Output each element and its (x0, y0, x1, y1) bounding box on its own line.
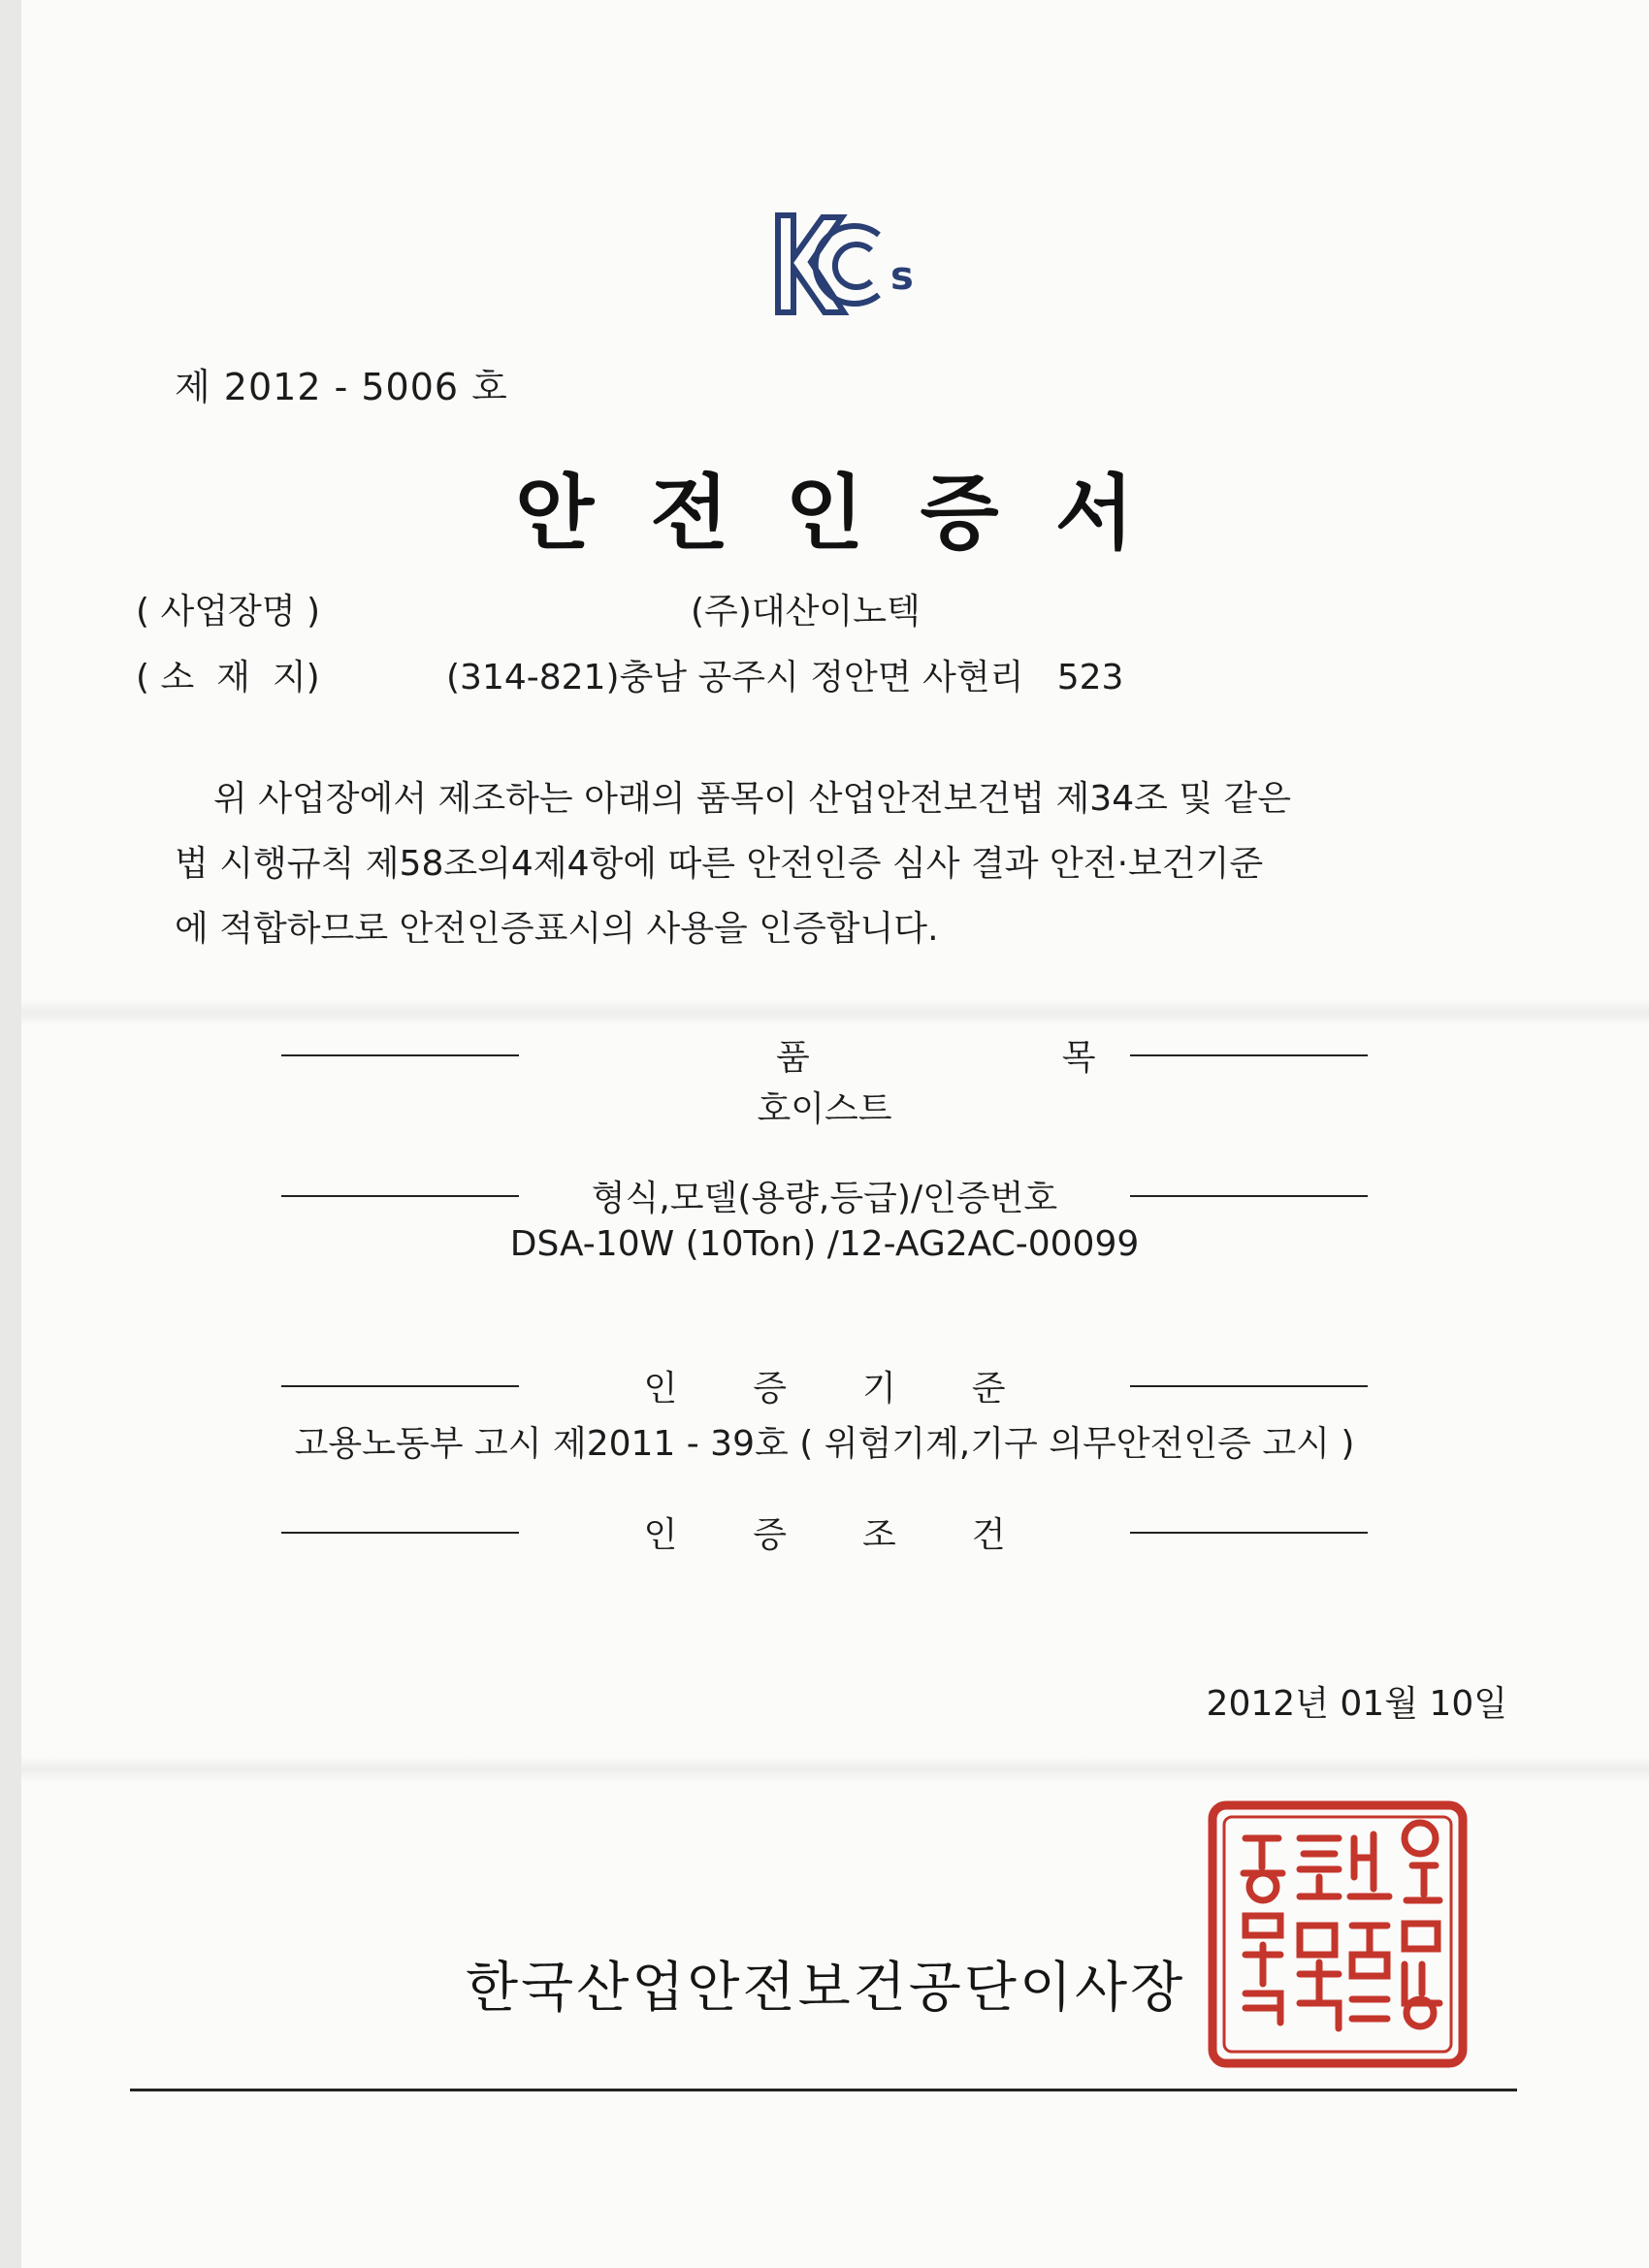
model-header: 형식,모델(용량,등급)/인증번호 (591, 1179, 1058, 1218)
document-title: 안전인증서 (515, 466, 1190, 561)
issue-date: 2012년 01월 10일 (1206, 1684, 1507, 1724)
bottom-rule (130, 2089, 1517, 2091)
paper-fold (21, 1756, 1649, 1783)
official-seal-icon (1207, 1799, 1469, 2069)
divider (1130, 1532, 1368, 1534)
statement-line: 에 적합하므로 안전인증표시의 사용을 인증합니다. (175, 909, 939, 949)
divider (281, 1385, 519, 1387)
kcs-logo-icon (766, 206, 922, 332)
statement-line: 법 시행규칙 제58조의4제4항에 따른 안전인증 심사 결과 안전·보건기준 (175, 844, 1264, 884)
divider (1130, 1195, 1368, 1197)
business-name-label: ( 사업장명 ) (136, 592, 321, 632)
model-section-header (281, 1171, 1368, 1219)
standard-header: 인증기준 (643, 1369, 1082, 1409)
condition-section-header (281, 1507, 1368, 1556)
business-name: (주)대산이노텍 (691, 592, 921, 632)
statement-line: 위 사업장에서 제조하는 아래의 품목이 산업안전보건법 제34조 및 같은 (213, 779, 1292, 819)
standard-value: 고용노동부 고시 제2011 - 39호 ( 위험기계,기구 의무안전인증 고시 ) (294, 1424, 1355, 1464)
svg-text:s: s (890, 254, 914, 299)
condition-header: 인증조건 (643, 1515, 1082, 1555)
item-header: 품목 (776, 1038, 1348, 1078)
issuer-name: 한국산업안전보건공단이사장 (466, 1957, 1186, 2020)
item-value: 호이스트 (757, 1089, 892, 1129)
divider (1130, 1385, 1368, 1387)
standard-section-header (281, 1361, 1368, 1409)
scan-edge (0, 0, 21, 2268)
divider (281, 1532, 519, 1534)
model-value: DSA-10W (10Ton) /12-AG2AC-00099 (509, 1224, 1140, 1264)
address: (314-821)충남 공주시 정안면 사현리 523 (446, 658, 1124, 697)
paper-fold (21, 999, 1649, 1026)
divider (281, 1054, 519, 1056)
divider (281, 1195, 519, 1197)
divider (1130, 1054, 1368, 1056)
address-label: ( 소 재 지) (136, 658, 320, 697)
item-section-header (281, 1030, 1368, 1079)
certification-statement (175, 766, 1474, 961)
certificate-number: 제 2012 - 5006 호 (175, 366, 508, 408)
